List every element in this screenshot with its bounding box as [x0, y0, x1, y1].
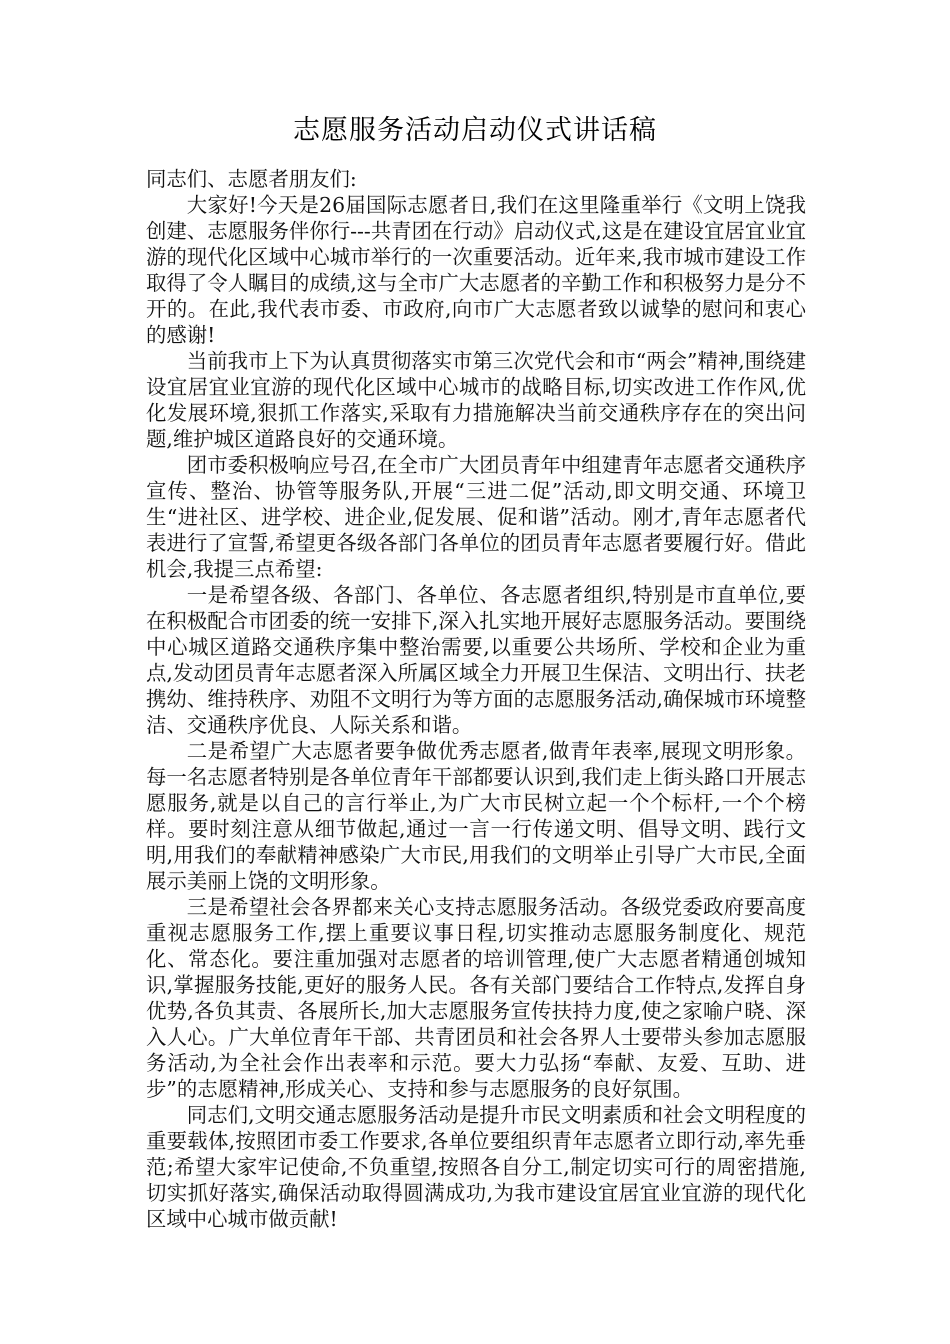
document-body [146, 166, 806, 1232]
paragraph-youth-league: 团市委积极响应号召,在全市广大团员青年中组建青年志愿者交通秩序宣传、整治、协管等服务队,开展“三进二促”活动,即文明交通、环境卫生“进社区、进学校、进企业,促发展、促和谐”活动。刚才,青年志愿者代表进行了宣誓,希望更各级各部门各单位的团员青年志愿者要履行好。借此机会,我提三点希望: [146, 453, 806, 581]
paragraph-background: 当前我市上下为认真贯彻落实市第三次党代会和市“两会”精神,围绕建设宜居宜业宜游的现代化区域中心城市的战略目标,切实改进工作作风,优化发展环境,狠抓工作落实,采取有力措施解决当前交通秩序存在的突出问题,维护城区道路良好的交通环境。 [146, 349, 806, 451]
document-title: 志愿服务活动启动仪式讲话稿 [293, 115, 657, 146]
paragraph-hope-three: 三是希望社会各界都来关心支持志愿服务活动。各级党委政府要高度重视志愿服务工作,摆上重要议事日程,切实推动志愿服务制度化、规范化、常态化。要注重加强对志愿者的培训管理,使广大志愿者精通创城知识,掌握服务技能,更好的服务人民。各有关部门要结合工作特点,发挥自身优势,各负其责、各展所长,加大志愿服务宣传扶持力度,使之家喻户晓、深入人心。广大单位青年干部、共青团员和社会各界人士要带头参加志愿服务活动,为全社会作出表率和示范。要大力弘扬“奉献、友爱、互助、进步”的志愿精神,形成关心、支持和参与志愿服务的良好氛围。 [146, 895, 806, 1101]
paragraph-greeting: 大家好!今天是26届国际志愿者日,我们在这里隆重举行《文明上饶我创建、志愿服务伴你行---共青团在行动》启动仪式,这是在建设宜居宜业宜游的现代化区域中心城市举行的一次重要活动。近年来,我市城市建设工作取得了令人瞩目的成绩,这与全市广大志愿者的辛勤工作和积极努力是分不开的。在此,我代表市委、市政府,向市广大志愿者致以诚挚的慰问和衷心的感谢! [146, 193, 806, 347]
salutation: 同志们、志愿者朋友们: [146, 167, 357, 191]
paragraph-hope-two: 二是希望广大志愿者要争做优秀志愿者,做青年表率,展现文明形象。每一名志愿者特别是各单位青年干部都要认识到,我们走上街头路口开展志愿服务,就是以自己的言行举止,为广大市民树立起一个个标杆,一个个榜样。要时刻注意从细节做起,通过一言一行传递文明、倡导文明、践行文明,用我们的奉献精神感染广大市民,用我们的文明举止引导广大市民,全面展示美丽上饶的文明形象。 [146, 739, 806, 893]
paragraph-hope-one: 一是希望各级、各部门、各单位、各志愿者组织,特别是市直单位,要在积极配合市团委的统一安排下,深入扎实地开展好志愿服务活动。要围绕中心城区道路交通秩序集中整治需要,以重要公共场所、学校和企业为重点,发动团员青年志愿者深入所属区域全力开展卫生保洁、文明出行、扶老携幼、维持秩序、劝阻不文明行为等方面的志愿服务活动,确保城市环境整洁、交通秩序优良、人际关系和谐。 [146, 583, 806, 737]
paragraph-closing: 同志们,文明交通志愿服务活动是提升市民文明素质和社会文明程度的重要载体,按照团市委工作要求,各单位要组织青年志愿者立即行动,率先垂范;希望大家牢记使命,不负重望,按照各自分工,制定切实可行的周密措施,切实抓好落实,确保活动取得圆满成功,为我市建设宜居宜业宜游的现代化区域中心城市做贡献! [146, 1103, 806, 1231]
